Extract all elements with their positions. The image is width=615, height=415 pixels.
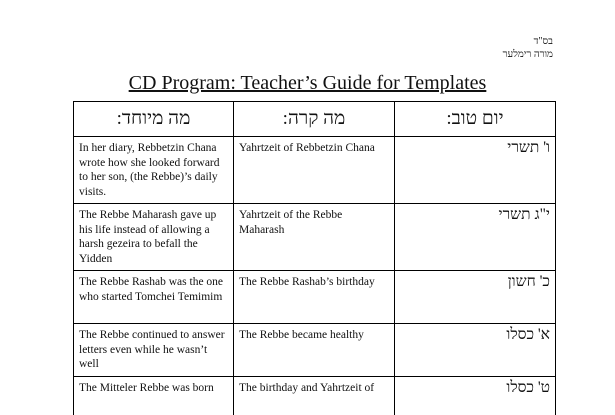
guide-table <box>73 101 556 415</box>
cell-happened: The Rebbe Rashab’s birthday <box>234 271 395 324</box>
cell-happened: Yahrtzeit of Rebbetzin Chana <box>234 137 395 204</box>
cell-special: The Rebbe Rashab was the one who started Tomchei Temimim <box>74 271 234 324</box>
table-row <box>74 324 556 377</box>
header-cell-special: מה מיוחד: <box>74 102 234 137</box>
cell-special: The Rebbe Maharash gave up his life instead of allowing a harsh gezeira to befall the Yidden <box>74 204 234 271</box>
cell-happened: Yahrtzeit of the Rebbe Maharash <box>234 204 395 271</box>
cell-special: In her diary, Rebbetzin Chana wrote how she looked forward to her son, (the Rebbe)’s daily visits. <box>74 137 234 204</box>
cell-happened: The Rebbe became healthy <box>234 324 395 377</box>
cell-day: י"ג תשרי <box>395 204 556 271</box>
table-row <box>74 204 556 271</box>
header-bsd: בס"ד <box>533 36 553 47</box>
cell-special: The Rebbe continued to answer letters even while he wasn’t well <box>74 324 234 377</box>
header-teacher-name: מורה רימלער <box>502 49 553 60</box>
cell-day: ט' כסלו <box>395 376 556 415</box>
table-row <box>74 376 556 415</box>
header-cell-day: יום טוב: <box>395 102 556 137</box>
document-title: CD Program: Teacher’s Guide for Templates <box>128 72 487 94</box>
cell-day: כ' חשון <box>395 271 556 324</box>
header-cell-happened: מה קרה: <box>234 102 395 137</box>
table-row <box>74 137 556 204</box>
cell-day: א' כסלו <box>395 324 556 377</box>
table-header-row <box>74 102 556 137</box>
cell-special: The Mitteler Rebbe was born <box>74 376 234 415</box>
table-row <box>74 271 556 324</box>
cell-day: ו' תשרי <box>395 137 556 204</box>
cell-happened: The birthday and Yahrtzeit of <box>234 376 395 415</box>
